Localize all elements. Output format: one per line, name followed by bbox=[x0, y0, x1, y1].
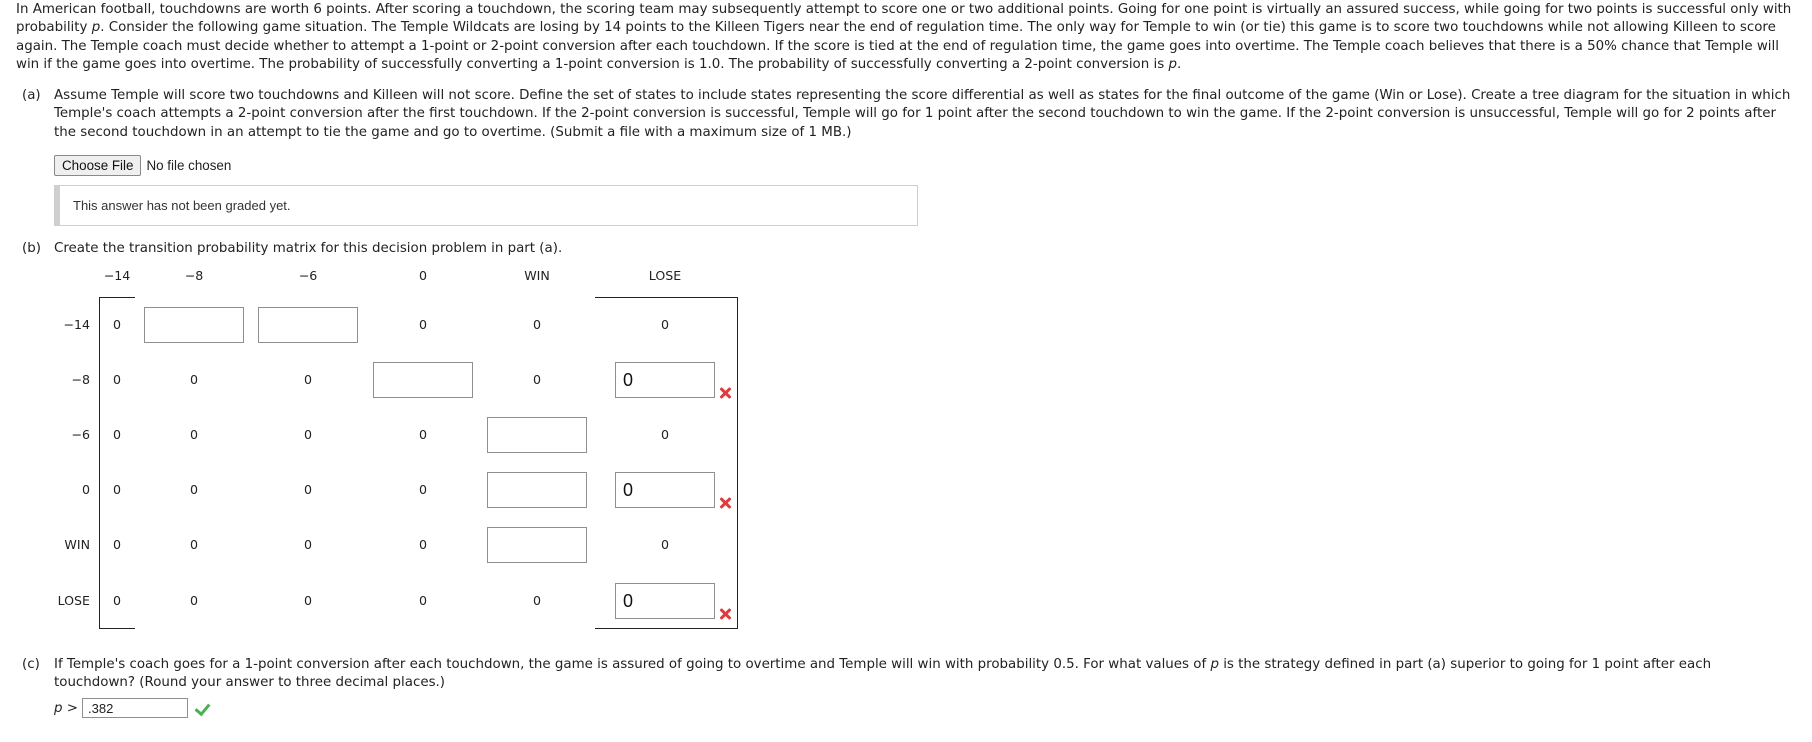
matrix-cell: 0 bbox=[189, 593, 198, 608]
no-file-label: No file chosen bbox=[146, 157, 232, 173]
matrix-cell: 0 bbox=[189, 372, 198, 387]
matrix-cell: 0 bbox=[112, 317, 121, 332]
matrix-input[interactable] bbox=[487, 417, 587, 453]
answer-label: p > bbox=[54, 700, 78, 716]
matrix-cell: 0 bbox=[112, 427, 121, 442]
matrix-cell: 0 bbox=[532, 317, 541, 332]
matrix-input[interactable] bbox=[373, 362, 473, 398]
variable-p: p bbox=[1168, 57, 1177, 73]
matrix-col-header: 0 bbox=[418, 268, 427, 283]
matrix-col-header: LOSE bbox=[648, 268, 682, 283]
matrix-cell: 0 bbox=[303, 537, 312, 552]
part-b-label: (b) bbox=[22, 241, 41, 256]
matrix-input[interactable] bbox=[258, 307, 358, 343]
matrix-cell: 0 bbox=[660, 427, 669, 442]
matrix-row-header: −6 bbox=[71, 427, 90, 442]
matrix-input[interactable] bbox=[144, 307, 244, 343]
answer-row bbox=[54, 698, 213, 718]
matrix-left-bracket bbox=[99, 297, 100, 629]
matrix-cell: 0 bbox=[112, 593, 121, 608]
matrix-cell: 0 bbox=[303, 372, 312, 387]
matrix-cell: 0 bbox=[660, 537, 669, 552]
red-x-icon bbox=[717, 385, 733, 401]
matrix-cell: 0 bbox=[418, 482, 427, 497]
matrix-col-header: −8 bbox=[184, 268, 204, 283]
matrix-cell: 0 bbox=[303, 427, 312, 442]
matrix-cell: 0 bbox=[418, 427, 427, 442]
matrix-cell: 0 bbox=[112, 537, 121, 552]
part-a-label: (a) bbox=[22, 88, 41, 103]
matrix-left-bracket-top bbox=[99, 297, 135, 298]
p-answer-input[interactable] bbox=[82, 698, 188, 718]
part-c-label: (c) bbox=[22, 657, 40, 672]
graded-status-box bbox=[54, 185, 918, 226]
matrix-left-bracket-bottom bbox=[99, 628, 135, 629]
matrix-input[interactable] bbox=[487, 527, 587, 563]
matrix-row-header: 0 bbox=[81, 482, 90, 497]
matrix-row-header: LOSE bbox=[57, 593, 90, 608]
matrix-cell: 0 bbox=[660, 317, 669, 332]
part-b-text: Create the transition probability matrix for this decision problem in part (a). bbox=[54, 241, 563, 256]
variable-p: p bbox=[1210, 657, 1219, 672]
matrix-right-bracket bbox=[737, 297, 738, 629]
matrix-cell: 0 bbox=[189, 427, 198, 442]
part-c-text: If Temple's coach goes for a 1-point conversion after each touchdown, the game is assured of going to overtime and Temple will win with probability 0.5. For what values of p is the strategy defined in part (a) superior to going for 1 point after each touchdown? (Round your answer to three decimal places.) bbox=[54, 657, 1712, 691]
matrix-row-header: −14 bbox=[63, 317, 90, 332]
variable-p: p bbox=[91, 20, 101, 36]
matrix-cell: 0 bbox=[532, 593, 541, 608]
matrix-cell: 0 bbox=[189, 482, 198, 497]
matrix-cell: 0 bbox=[532, 372, 541, 387]
matrix-cell: 0 bbox=[189, 537, 198, 552]
graded-message: This answer has not been graded yet. bbox=[73, 198, 291, 213]
matrix-cell: 0 bbox=[418, 317, 427, 332]
matrix-row-header: −8 bbox=[71, 372, 90, 387]
problem-intro: In American football, touchdowns are worth 6 points. After scoring a touchdown, the scoring team may subsequently attempt to score one or two additional points. Going for one point is virtually an assured success, while going for two points is successful only with probability p. Consider the following game situation. The Temple Wildcats are losing by 14 points to the Killeen Tigers near the end of regulation time. The only way for Temple to win (or tie) this game is to score two touchdowns while not allowing Killeen to score again. The Temple coach must decide whether to attempt a 1-point or 2-point conversion after each touchdown. If the score is tied at the end of regulation time, the game goes into overtime. The Temple coach believes that there is a 50% chance that Temple will win if the game goes into overtime. The probability of successfully converting a 1-point conversion is 1.0. The probability of successfully converting a 2-point conversion is p. bbox=[16, 2, 1792, 73]
matrix-right-bracket-bottom bbox=[595, 628, 738, 629]
part-a-text: Assume Temple will score two touchdowns and Killeen will not score. Define the set of states to include states representing the score differential as well as states for the final outcome of the game (Win or Lose). Create a tree diagram for the situation in which Temple's coach attempts a 2-point conversion after the first touchdown. If the 2-point conversion is successful, Temple will go for 1 point after the second touchdown to win the game. If the 2-point conversion is unsuccessful, Temple will go for 2 points after the second touchdown in an attempt to tie the game and go to overtime. (Submit a file with a maximum size of 1 MB.) bbox=[54, 88, 1791, 140]
matrix-cell: 0 bbox=[112, 482, 121, 497]
matrix-input[interactable] bbox=[615, 362, 715, 398]
matrix-cell: 0 bbox=[418, 593, 427, 608]
matrix-input[interactable] bbox=[487, 472, 587, 508]
matrix-col-header: −14 bbox=[103, 268, 131, 283]
matrix-right-bracket-top bbox=[595, 297, 738, 298]
matrix-col-header: WIN bbox=[524, 268, 550, 283]
green-check-icon bbox=[195, 700, 213, 716]
matrix-cell: 0 bbox=[303, 593, 312, 608]
choose-file-button[interactable]: Choose File bbox=[54, 155, 141, 176]
matrix-input[interactable] bbox=[615, 583, 715, 619]
red-x-icon bbox=[717, 606, 733, 622]
red-x-icon bbox=[717, 495, 733, 511]
matrix-cell: 0 bbox=[112, 372, 121, 387]
matrix-col-header: −6 bbox=[298, 268, 318, 283]
matrix-row-header: WIN bbox=[64, 537, 90, 552]
matrix-input[interactable] bbox=[615, 472, 715, 508]
file-upload bbox=[54, 154, 231, 176]
matrix-cell: 0 bbox=[303, 482, 312, 497]
matrix-cell: 0 bbox=[418, 537, 427, 552]
